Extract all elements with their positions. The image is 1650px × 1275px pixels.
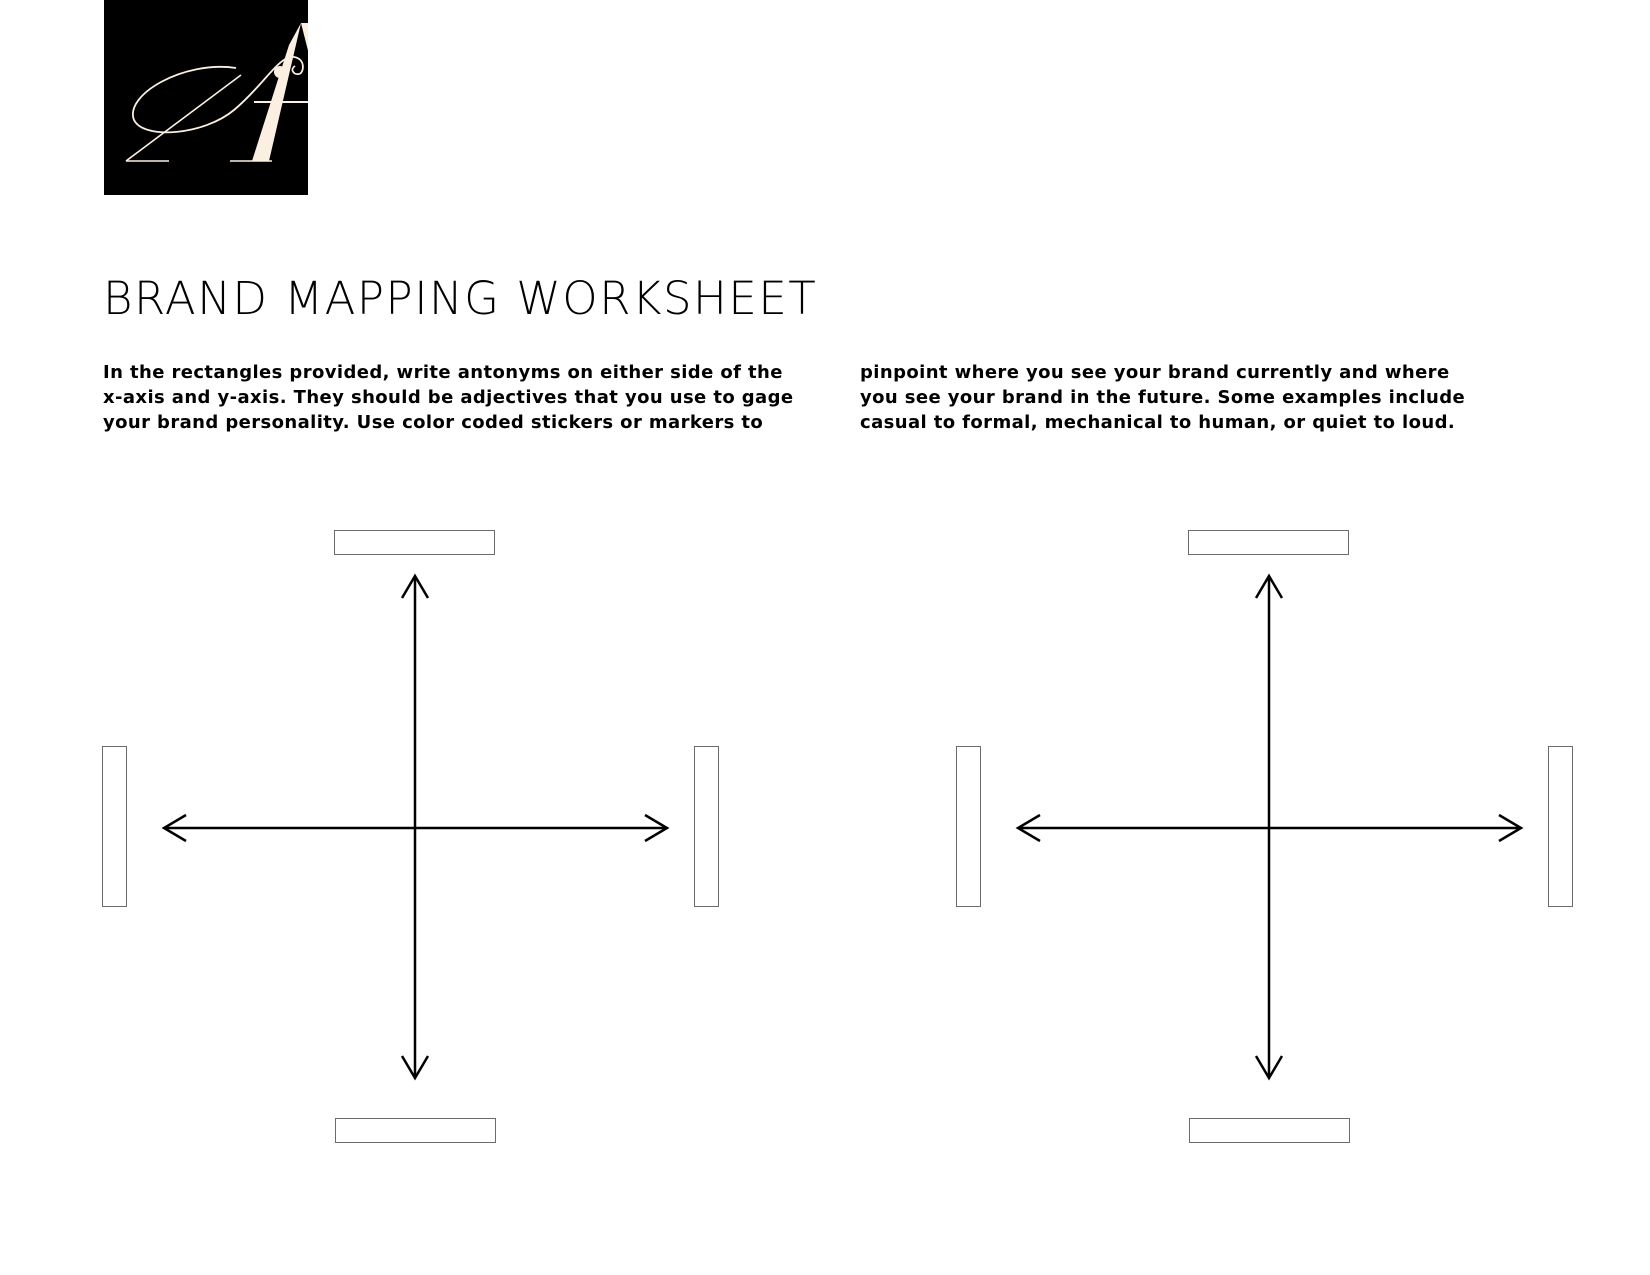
instructions-line: x-axis and y-axis. They should be adjectives that you use to gage <box>103 387 794 408</box>
instructions-line: you see your brand in the future. Some examples include <box>860 387 1466 408</box>
axes-diagram <box>956 528 1576 1148</box>
instructions-column-right <box>860 360 1465 435</box>
label-box-right[interactable] <box>694 746 719 907</box>
instructions-line: In the rectangles provided, write antonyms on either side of the <box>103 362 783 383</box>
label-box-right[interactable] <box>1548 746 1573 907</box>
instructions-column-left <box>103 360 794 435</box>
brand-logo <box>104 0 308 195</box>
monogram-icon <box>104 0 308 195</box>
brand-map-1 <box>102 528 722 1148</box>
label-box-left[interactable] <box>956 746 981 907</box>
instructions-line: pinpoint where you see your brand currently and where <box>860 362 1450 383</box>
label-box-left[interactable] <box>102 746 127 907</box>
label-box-top[interactable] <box>334 530 495 555</box>
label-box-bottom[interactable] <box>335 1118 496 1143</box>
brand-map-2 <box>956 528 1576 1148</box>
instructions-line: casual to formal, mechanical to human, or quiet to loud. <box>860 412 1456 433</box>
label-box-top[interactable] <box>1188 530 1349 555</box>
page-title: BRAND MAPPING WORKSHEET <box>103 272 818 325</box>
label-box-bottom[interactable] <box>1189 1118 1350 1143</box>
instructions-line: your brand personality. Use color coded stickers or markers to <box>103 412 764 433</box>
axes-diagram <box>102 528 722 1148</box>
